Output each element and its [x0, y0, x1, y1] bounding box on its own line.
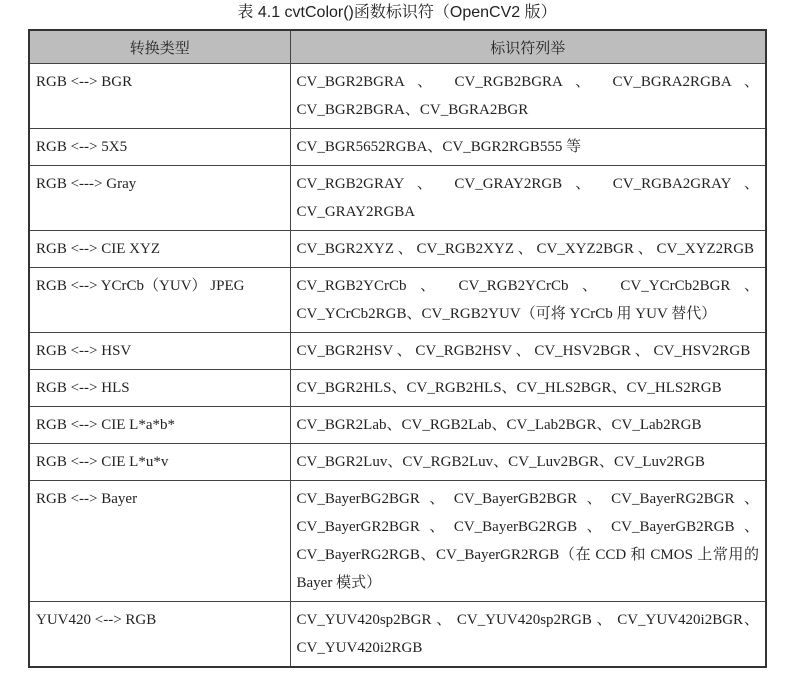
conversion-type-cell: RGB <--> YCrCb（YUV） JPEG	[29, 268, 290, 333]
header-row	[29, 30, 766, 64]
conversion-type-cell: RGB <--> CIE XYZ	[29, 231, 290, 268]
table-row	[29, 444, 766, 481]
identifiers-cell: CV_BayerBG2BGR、CV_BayerGB2BGR、CV_BayerRG2BGR、CV_BayerGR2BGR、CV_BayerBG2RGB、CV_BayerGB2RGB、CV_BayerRG2RGB、CV_BayerGR2RGB（在 CCD 和 CMOS 上常用的 Bayer 模式）	[290, 481, 766, 602]
table-row	[29, 64, 766, 129]
table-row	[29, 166, 766, 231]
table-row	[29, 268, 766, 333]
conversion-type-cell: YUV420 <--> RGB	[29, 602, 290, 668]
table-row	[29, 333, 766, 370]
table-row	[29, 370, 766, 407]
identifiers-cell: CV_BGR2Luv、CV_RGB2Luv、CV_Luv2BGR、CV_Luv2RGB	[290, 444, 766, 481]
header-conversion-type: 转换类型	[29, 30, 290, 64]
conversion-type-cell: RGB <--> HSV	[29, 333, 290, 370]
identifiers-cell: CV_BGR2XYZ 、 CV_RGB2XYZ 、 CV_XYZ2BGR 、 CV_XYZ2RGB	[290, 231, 766, 268]
identifiers-cell: CV_BGR2HSV 、 CV_RGB2HSV 、 CV_HSV2BGR 、 CV_HSV2RGB	[290, 333, 766, 370]
identifiers-cell: CV_YUV420sp2BGR 、 CV_YUV420sp2RGB 、 CV_YUV420i2BGR、CV_YUV420i2RGB	[290, 602, 766, 668]
conversion-type-cell: RGB <--> HLS	[29, 370, 290, 407]
table-row	[29, 231, 766, 268]
header-identifiers: 标识符列举	[290, 30, 766, 64]
identifiers-cell: CV_BGR5652RGBA、CV_BGR2RGB555 等	[290, 129, 766, 166]
conversion-type-cell: RGB <--> 5X5	[29, 129, 290, 166]
cvtcolor-identifier-table	[28, 29, 767, 668]
table-row	[29, 129, 766, 166]
identifiers-cell: CV_BGR2HLS、CV_RGB2HLS、CV_HLS2BGR、CV_HLS2RGB	[290, 370, 766, 407]
conversion-type-cell: RGB <---> Gray	[29, 166, 290, 231]
conversion-type-cell: RGB <--> BGR	[29, 64, 290, 129]
conversion-type-cell: RGB <--> CIE L*u*v	[29, 444, 290, 481]
identifiers-cell: CV_RGB2YCrCb 、 CV_RGB2YCrCb 、 CV_YCrCb2BGR 、 CV_YCrCb2RGB、CV_RGB2YUV（可将 YCrCb 用 YUV 替代）	[290, 268, 766, 333]
table-row	[29, 602, 766, 668]
conversion-type-cell: RGB <--> CIE L*a*b*	[29, 407, 290, 444]
identifiers-cell: CV_RGB2GRAY 、 CV_GRAY2RGB 、 CV_RGBA2GRAY 、 CV_GRAY2RGBA	[290, 166, 766, 231]
table-row	[29, 481, 766, 602]
identifiers-cell: CV_BGR2BGRA 、 CV_RGB2BGRA 、 CV_BGRA2RGBA 、 CV_BGR2BGRA、CV_BGRA2BGR	[290, 64, 766, 129]
table-row	[29, 407, 766, 444]
table-caption: 表 4.1 cvtColor()函数标识符（OpenCV2 版）	[237, 4, 557, 21]
conversion-type-cell: RGB <--> Bayer	[29, 481, 290, 602]
identifiers-cell: CV_BGR2Lab、CV_RGB2Lab、CV_Lab2BGR、CV_Lab2RGB	[290, 407, 766, 444]
